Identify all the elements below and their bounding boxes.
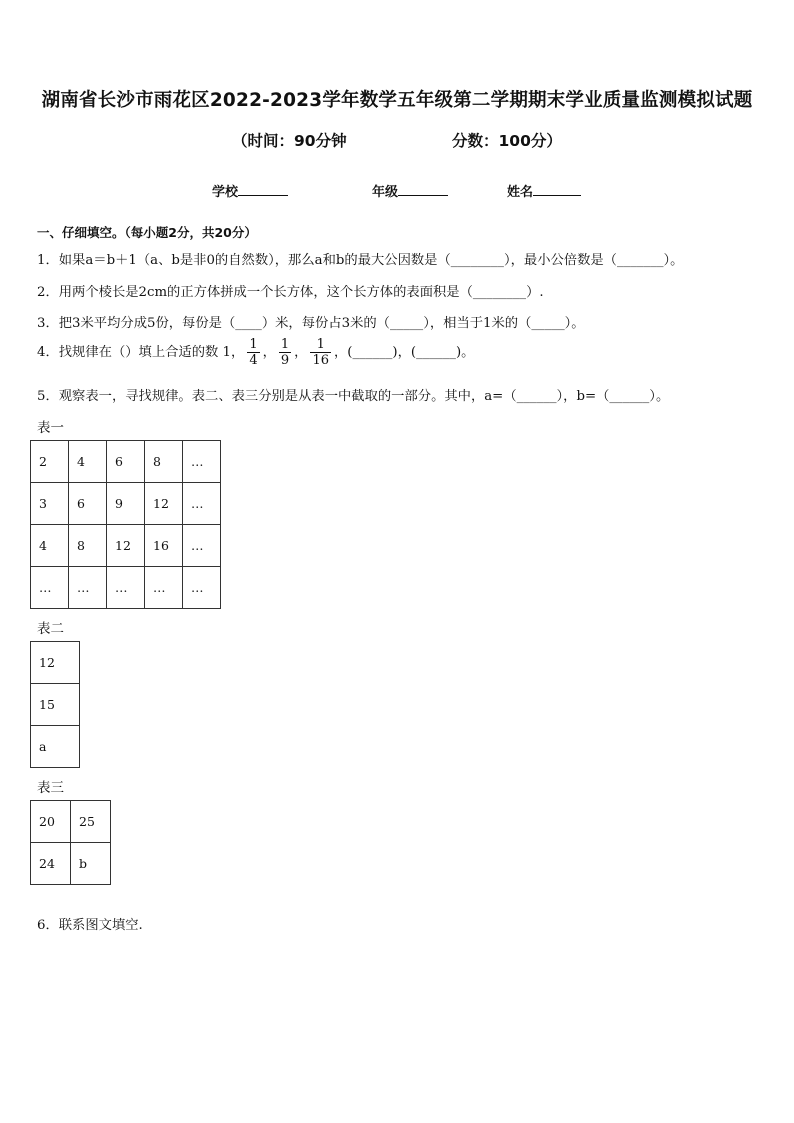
table-cell: 15: [31, 684, 80, 726]
table-row: [31, 567, 221, 609]
table-row: [31, 801, 111, 843]
grade-blank[interactable]: [398, 182, 448, 196]
name-blank[interactable]: [533, 182, 581, 196]
exam-score: 分数：100分）: [452, 132, 562, 150]
table-cell: a: [31, 726, 80, 768]
table-row: [31, 843, 111, 885]
school-blank[interactable]: [238, 182, 288, 196]
table-3: [30, 800, 111, 885]
table-cell: b: [71, 843, 111, 885]
page-title: 湖南省长沙市雨花区2022-2023学年数学五年级第二学期期末学业质量监测模拟试题: [41, 90, 753, 111]
table-cell: 24: [31, 843, 71, 885]
table-cell: 6: [69, 483, 107, 525]
table-cell: 6: [107, 441, 145, 483]
table-cell: 9: [107, 483, 145, 525]
table-cell: 25: [71, 801, 111, 843]
fraction-1-9: $\frac{1}{9}$: [280, 337, 290, 368]
table-1-label: 表一: [37, 420, 64, 436]
table-cell: 3: [31, 483, 69, 525]
school-label: 学校: [212, 185, 239, 200]
table-cell: 20: [31, 801, 71, 843]
school-field[interactable]: [212, 181, 288, 200]
table-cell: …: [183, 567, 221, 609]
question-4: 4．找规律在（）填上合适的数 1， $\frac{1}{4}$ ， $\frac{1}{9}$ ， $\frac{1}{16}$ ，(______)，(______)。: [37, 337, 475, 368]
fraction-1-4: $\frac{1}{4}$: [249, 337, 258, 368]
table-cell: 12: [145, 483, 183, 525]
table-cell: …: [107, 567, 145, 609]
table-row: [31, 684, 80, 726]
table-cell: …: [183, 525, 221, 567]
table-cell: …: [69, 567, 107, 609]
question-3: 3．把3米平均分成5份，每份是（____）米，每份占3米的（_____），相当于1米的（_____）。: [37, 316, 585, 331]
table-cell: …: [183, 441, 221, 483]
table-cell: 4: [31, 525, 69, 567]
name-label: 姓名: [507, 185, 534, 200]
table-cell: …: [31, 567, 69, 609]
table-row: [31, 525, 221, 567]
section-heading: 一、仔细填空。（每小题2分，共20分）: [37, 225, 257, 240]
table-cell: 12: [107, 525, 145, 567]
table-cell: …: [145, 567, 183, 609]
table-row: [31, 642, 80, 684]
name-field[interactable]: [507, 181, 581, 200]
table-row: [31, 483, 221, 525]
table-2: [30, 641, 80, 768]
table-1: [30, 440, 221, 609]
table-cell: 16: [145, 525, 183, 567]
question-1: 1．如果a＝b＋1（a、b是非0的自然数），那么a和b的最大公因数是（________），最小公倍数是（_______）。: [37, 253, 684, 268]
question-2: 2．用两个棱长是2cm的正方体拼成一个长方体，这个长方体的表面积是（________）.: [37, 285, 544, 300]
fraction-1-16: $\frac{1}{16}$: [312, 337, 330, 368]
table-cell: 2: [31, 441, 69, 483]
question-4-suffix: ，(______)，(______)。: [334, 345, 475, 360]
question-6: 6．联系图文填空.: [37, 918, 143, 933]
exam-time: （时间：90分钟: [232, 132, 347, 150]
table-cell: 8: [69, 525, 107, 567]
table-cell: 4: [69, 441, 107, 483]
grade-label: 年级: [372, 185, 399, 200]
table-cell: …: [183, 483, 221, 525]
table-3-label: 表三: [37, 780, 64, 796]
question-4-prefix: 4．找规律在（）填上合适的数 1，: [37, 345, 245, 360]
table-cell: 8: [145, 441, 183, 483]
table-row: [31, 726, 80, 768]
question-5: 5．观察表一，寻找规律。表二、表三分别是从表一中截取的一部分。其中，a=（______），b=（______）。: [37, 389, 670, 404]
grade-field[interactable]: [372, 181, 448, 200]
table-2-label: 表二: [37, 621, 64, 637]
table-row: [31, 441, 221, 483]
table-cell: 12: [31, 642, 80, 684]
